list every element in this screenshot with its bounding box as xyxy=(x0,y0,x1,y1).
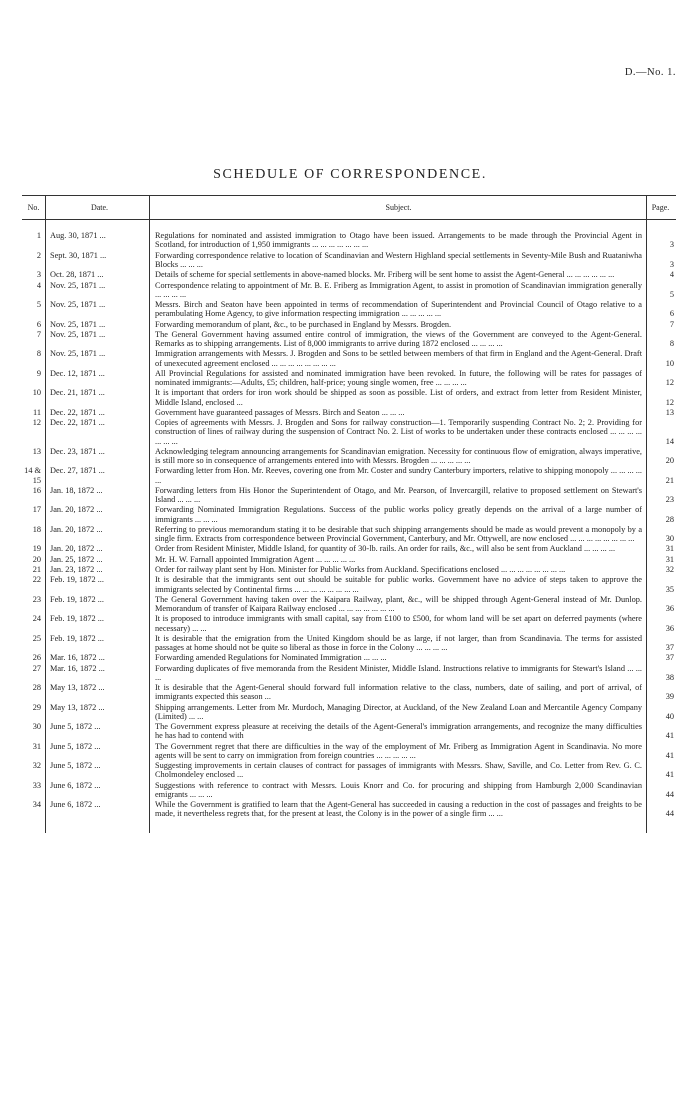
correspondence-table xyxy=(22,195,676,833)
row-subject: Forwarding memorandum of plant, &c., to be purchased in England by Messrs. Brogden. xyxy=(149,318,646,328)
row-page: 41 xyxy=(646,721,676,741)
row-page: 12 xyxy=(646,368,676,388)
row-number: 10 xyxy=(32,388,41,398)
row-number: 3 xyxy=(36,270,41,280)
table-row xyxy=(22,594,676,614)
row-subject: Details of scheme for special settlements in above-named blocks. Mr. Friberg will be sent home to assist the Agent-General ... ... ... ... ... ... xyxy=(149,269,646,279)
row-number: 33 xyxy=(32,780,41,790)
row-page: 10 xyxy=(646,348,676,368)
row-subject: Forwarding letters from His Honor the Superintendent of Otago, and Mr. Pearson, of Invercargill, relative to proposed settlement on Stewart's Island ... ... ... xyxy=(149,485,646,505)
row-page: 37 xyxy=(646,633,676,653)
table-row xyxy=(22,269,676,279)
document-reference: D.—No. 1. xyxy=(624,67,676,78)
table-row xyxy=(22,633,676,653)
row-date: Jan. 18, 1872 ... xyxy=(45,485,149,505)
row-date: Jan. 23, 1872 ... xyxy=(45,564,149,574)
table-row xyxy=(22,741,676,761)
table-header xyxy=(22,195,676,220)
row-number: 31 xyxy=(32,741,41,751)
row-subject: Order from Resident Minister, Middle Island, for quantity of 30-lb. rails. An order for rails, &c., will also be sent from Auckland ... ... ... ... xyxy=(149,543,646,553)
row-number: 9 xyxy=(36,368,41,378)
row-number: 29 xyxy=(32,702,41,712)
page-title: SCHEDULE OF CORRESPONDENCE. xyxy=(213,167,487,182)
row-number: 26 xyxy=(32,653,41,663)
row-number: 6 xyxy=(36,319,41,329)
row-subject: Forwarding Nominated Immigration Regulations. Success of the public works policy greatly depends on the arrival of a large number of immigrants ... ... ... xyxy=(149,504,646,524)
row-page: 36 xyxy=(646,613,676,633)
row-date: Jan. 25, 1872 ... xyxy=(45,554,149,564)
row-page: 12 xyxy=(646,387,676,407)
row-subject: It is desirable that the Agent-General should forward full information relative to the class, numbers, date of sailing, and port of arrival, of immigrants expected this season ... xyxy=(149,682,646,702)
table-row xyxy=(22,721,676,741)
row-page: 41 xyxy=(646,760,676,780)
row-subject: The Government express pleasure at receiving the details of the Agent-General's immigration arrangements, and recognize the many difficulties he has had to contend with xyxy=(149,721,646,741)
row-date: Feb. 19, 1872 ... xyxy=(45,613,149,633)
table-row xyxy=(22,780,676,800)
table-row xyxy=(22,524,676,544)
row-page: 39 xyxy=(646,682,676,702)
row-page: 8 xyxy=(646,329,676,349)
row-number: 20 xyxy=(32,554,41,564)
row-number: 5 xyxy=(36,300,41,310)
row-subject: Suggesting improvements in certain clauses of contract for passages of immigrants with Messrs. Shaw, Saville, and Co. Letter from Rev. G. C. Cholmondeley enclosed ... xyxy=(149,760,646,780)
row-subject: Suggestions with reference to contract with Messrs. Louis Knorr and Co. for procuring and shipping from Hamburgh 2,000 Scandinavian emigrants ... ... ... xyxy=(149,780,646,800)
row-page: 31 xyxy=(646,554,676,564)
row-page: 38 xyxy=(646,663,676,683)
table-row xyxy=(22,799,676,819)
row-subject: It is proposed to introduce immigrants with small capital, say from £100 to £500, for whom land will be set apart on deferred payments (where necessary) ... ... xyxy=(149,613,646,633)
row-page: 44 xyxy=(646,780,676,800)
table-row xyxy=(22,702,676,722)
row-number: 22 xyxy=(32,575,41,585)
row-subject: Acknowledging telegram announcing arrangements for Scandinavian emigration. Necessity for continuous flow of emigration, always imperative, is still more so in consequence of arrangements entered into with Messrs. Brogden ... ... ... ... ... xyxy=(149,446,646,466)
row-subject: It is desirable that the immigrants sent out should be suitable for public works. Government have no advice of steps taken to approve the immigrants selected by Continental firms ... ... ... ... ... ... ... ... xyxy=(149,574,646,594)
row-number: 30 xyxy=(32,722,41,732)
row-subject: Regulations for nominated and assisted immigration to Otago have been issued. Arrangements to be made through the Provincial Agent in Scotland, for introduction of 1,950 immigrants ... ... ... ... ... ... ... xyxy=(149,230,646,250)
row-page: 20 xyxy=(646,446,676,466)
table-row xyxy=(22,387,676,407)
row-subject: Forwarding correspondence relative to location of Scandinavian and Western Highland special settlements in Seventy-Mile Bush and Ruataniwha Blocks ... ... ... xyxy=(149,250,646,270)
row-date: Dec. 21, 1871 ... xyxy=(45,387,149,407)
row-subject: Immigration arrangements with Messrs. J. Brogden and Sons to be settled between members of that firm in England and the Agent-General. Draft of unexecuted agreement enclosed ... ... ... ... ... ... ... ... xyxy=(149,348,646,368)
row-subject: Correspondence relating to appointment of Mr. B. E. Friberg as Immigration Agent, to assist in promotion of Scandinavian immigration generally ... ... ... ... xyxy=(149,279,646,299)
row-page: 23 xyxy=(646,485,676,505)
table-row xyxy=(22,465,676,485)
row-page: 3 xyxy=(646,250,676,270)
row-date: Mar. 16, 1872 ... xyxy=(45,652,149,662)
table-row xyxy=(22,230,676,250)
row-number: 32 xyxy=(32,761,41,771)
row-page: 35 xyxy=(646,574,676,594)
row-number: 24 xyxy=(32,614,41,624)
header-date: Date. xyxy=(45,196,149,219)
table-row xyxy=(22,564,676,574)
row-date: June 5, 1872 ... xyxy=(45,741,149,761)
row-page: 32 xyxy=(646,564,676,574)
table-row xyxy=(22,417,676,446)
row-subject: Forwarding amended Regulations for Nominated Immigration ... ... ... xyxy=(149,652,646,662)
row-page: 14 xyxy=(646,417,676,446)
row-number: 23 xyxy=(32,594,41,604)
table-row xyxy=(22,348,676,368)
row-date: Jan. 20, 1872 ... xyxy=(45,504,149,524)
row-page: 13 xyxy=(646,407,676,417)
row-date: Nov. 25, 1871 ... xyxy=(45,348,149,368)
row-subject: Forwarding letter from Hon. Mr. Reeves, covering one from Mr. Coster and sundry Canterbury importers, relative to shipping monopoly ... ... ... ... ... xyxy=(149,465,646,485)
row-page: 41 xyxy=(646,741,676,761)
table-row xyxy=(22,613,676,633)
row-number: 18 xyxy=(32,524,41,534)
table-row xyxy=(22,407,676,417)
row-subject: Government have guaranteed passages of Messrs. Birch and Seaton ... ... ... xyxy=(149,407,646,417)
table-row xyxy=(22,485,676,505)
row-number: 34 xyxy=(32,800,41,810)
row-date: May 13, 1872 ... xyxy=(45,702,149,722)
row-number: 27 xyxy=(32,663,41,673)
row-date: Jan. 20, 1872 ... xyxy=(45,524,149,544)
row-subject: It is important that orders for iron work should be shipped as soon as possible. List of orders, and extract from letter from Resident Minister, Middle Island, enclosed ... xyxy=(149,387,646,407)
row-number: 16 xyxy=(32,485,41,495)
row-date: Nov. 25, 1871 ... xyxy=(45,329,149,349)
row-date: Dec. 27, 1871 ... xyxy=(45,465,149,485)
header-page: Page. xyxy=(646,196,676,219)
row-date: Dec. 23, 1871 ... xyxy=(45,446,149,466)
row-number: 28 xyxy=(32,683,41,693)
row-number: 21 xyxy=(32,565,41,575)
table-row xyxy=(22,318,676,328)
row-number: 7 xyxy=(36,329,41,339)
row-date: Dec. 12, 1871 ... xyxy=(45,368,149,388)
row-subject: Forwarding duplicates of five memoranda from the Resident Minister, Middle Island. Instructions relative to immigrants for Stewart's Island ... ... ... xyxy=(149,663,646,683)
table-foot xyxy=(22,819,676,833)
row-subject: All Provincial Regulations for assisted and nominated immigration have been revoked. In future, the following will be rates for passages of nominated immigrants:—Adults, £5; children, half-price; young single women, free ... ... ... ... xyxy=(149,368,646,388)
row-page: 30 xyxy=(646,524,676,544)
row-date: Mar. 16, 1872 ... xyxy=(45,663,149,683)
row-date: May 13, 1872 ... xyxy=(45,682,149,702)
row-date: Dec. 22, 1871 ... xyxy=(45,407,149,417)
row-date: Sept. 30, 1871 ... xyxy=(45,250,149,270)
row-number: 2 xyxy=(36,250,41,260)
table-row xyxy=(22,446,676,466)
table-row xyxy=(22,329,676,349)
row-date: June 6, 1872 ... xyxy=(45,799,149,819)
table-row xyxy=(22,760,676,780)
table-row xyxy=(22,543,676,553)
header-gap xyxy=(22,220,676,230)
row-page: 40 xyxy=(646,702,676,722)
header-no: No. xyxy=(27,203,40,212)
row-page: 28 xyxy=(646,504,676,524)
row-subject: Mr. H. W. Farnall appointed Immigration Agent ... ... ... ... ... xyxy=(149,554,646,564)
row-subject: While the Government is gratified to learn that the Agent-General has succeeded in causing a reduction in the cost of passages and freights to be made, it nevertheless regrets that, for the present at least, the Colony is in the power of a single firm ... ... xyxy=(149,799,646,819)
row-subject: Copies of agreements with Messrs. J. Brogden and Sons for railway construction—1. Temporarily suspending Contract No. 2; 2. Providing for construction of lines of railway during the suspension of Contract No. 2. List of works to be undertaken under these contracts enclosed ... ... ... ... ... ... ... xyxy=(149,417,646,446)
row-date: Feb. 19, 1872 ... xyxy=(45,633,149,653)
table-row xyxy=(22,652,676,662)
table-row xyxy=(22,368,676,388)
row-number: 4 xyxy=(36,280,41,290)
row-date: Nov. 25, 1871 ... xyxy=(45,279,149,299)
row-date: June 6, 1872 ... xyxy=(45,780,149,800)
table-row xyxy=(22,554,676,564)
row-subject: Messrs. Birch and Seaton have been appointed in terms of recommendation of Superintendent and Provincial Council of Otago relative to a perambulating Home Agency, to give information respecting immigration ... ... ... ... ... xyxy=(149,299,646,319)
row-number: 1 xyxy=(36,231,41,241)
header-subject: Subject. xyxy=(149,196,646,219)
row-number: 19 xyxy=(32,544,41,554)
table-row xyxy=(22,250,676,270)
table-row xyxy=(22,574,676,594)
row-subject: Order for railway plant sent by Hon. Minister for Public Works from Auckland. Specifications enclosed ... ... ... ... ... ... ... ... xyxy=(149,564,646,574)
table-row xyxy=(22,279,676,299)
row-subject: The General Government having assumed entire control of immigration, the views of the Government are conveyed to the Agent-General. Remarks as to shipping arrangements. List of 8,000 immigrants to arrive during 1872 enclosed ... ... ... ... xyxy=(149,329,646,349)
row-date: Oct. 28, 1871 ... xyxy=(45,269,149,279)
table-row xyxy=(22,504,676,524)
row-subject: The General Government having taken over the Kaipara Railway, plant, &c., will be shipped through Agent-General instead of Mr. Dunlop. Memorandum of transfer of Kaipara Railway enclosed ... ... ... ... ... ... ... xyxy=(149,594,646,614)
row-page: 44 xyxy=(646,799,676,819)
table-row xyxy=(22,682,676,702)
row-page: 4 xyxy=(646,269,676,279)
row-date: June 5, 1872 ... xyxy=(45,760,149,780)
row-number: 14 & 15 xyxy=(24,466,41,485)
row-date: Jan. 20, 1872 ... xyxy=(45,543,149,553)
row-number: 17 xyxy=(32,505,41,515)
row-date: Aug. 30, 1871 ... xyxy=(45,230,149,250)
row-page: 5 xyxy=(646,279,676,299)
row-subject: Referring to previous memorandum stating it to be desirable that such shipping arrangements should be made as would prevent a monopoly by a single firm. Extracts from correspondence between Provincial Government, Canterbury, and Mr. Ottywell, are now enclosed ... ... ... ... ... ... ... ... xyxy=(149,524,646,544)
row-date: Feb. 19, 1872 ... xyxy=(45,574,149,594)
row-subject: It is desirable that the emigration from the United Kingdom should be as large, if not larger, than from Scandinavia. The terms for assisted passages at home should not be quite so liberal as those in force in the Colony ... ... ... ... xyxy=(149,633,646,653)
row-subject: The Government regret that there are difficulties in the way of the employment of Mr. Friberg as Immigration Agent in Scandinavia. No more agents will be sent to carry on immigration from foreign countries ... ... ... ... ... xyxy=(149,741,646,761)
row-number: 25 xyxy=(32,633,41,643)
row-subject: Shipping arrangements. Letter from Mr. Murdoch, Managing Director, at Auckland, of the New Zealand Loan and Mercantile Agency Company (Limited) ... ... xyxy=(149,702,646,722)
row-page: 37 xyxy=(646,652,676,662)
row-number: 13 xyxy=(32,446,41,456)
row-page: 6 xyxy=(646,299,676,319)
row-number: 12 xyxy=(32,418,41,428)
row-date: Nov. 25, 1871 ... xyxy=(45,318,149,328)
row-page: 3 xyxy=(646,230,676,250)
row-page: 31 xyxy=(646,543,676,553)
row-page: 7 xyxy=(646,318,676,328)
table-body xyxy=(22,230,676,819)
table-row xyxy=(22,299,676,319)
table-row xyxy=(22,663,676,683)
row-number: 11 xyxy=(33,407,41,417)
row-date: Feb. 19, 1872 ... xyxy=(45,594,149,614)
row-page: 21 xyxy=(646,465,676,485)
row-page: 36 xyxy=(646,594,676,614)
row-date: Nov. 25, 1871 ... xyxy=(45,299,149,319)
row-number: 8 xyxy=(36,349,41,359)
row-date: Dec. 22, 1871 ... xyxy=(45,417,149,446)
row-date: June 5, 1872 ... xyxy=(45,721,149,741)
